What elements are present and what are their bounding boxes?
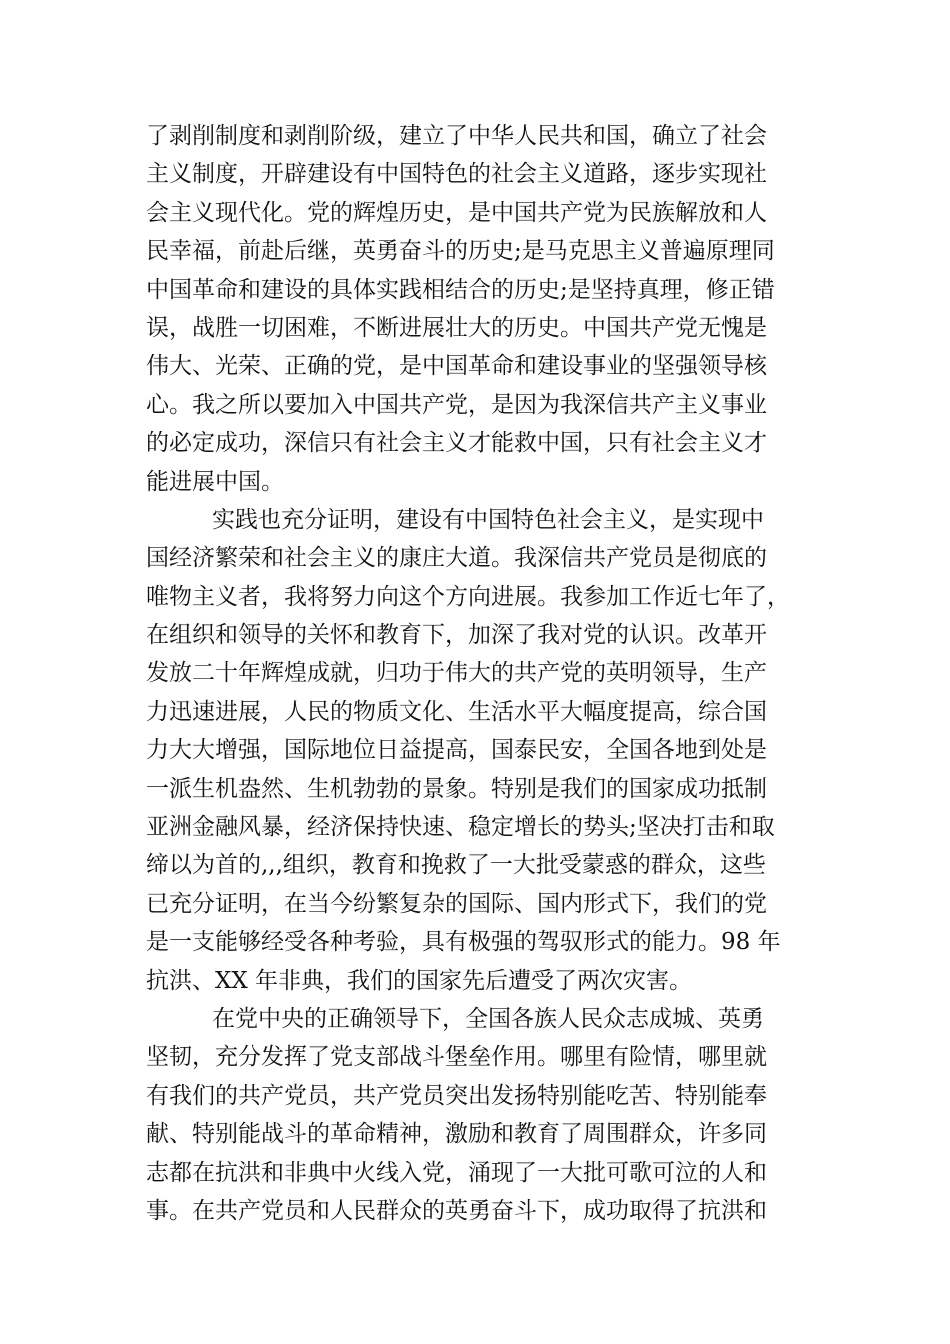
text-line: 误，战胜一切困难，不断进展壮大的历史。中国共产党无愧是	[146, 314, 767, 341]
text-line: 是一支能够经受各种考验，具有极强的驾驭形式的能力。98 年	[146, 929, 781, 956]
text-line: 献、特别能战斗的革命精神，激励和教育了周围群众，许多同	[146, 1121, 767, 1148]
text-line: 唯物主义者，我将努力向这个方向进展。我参加工作近七年了，	[146, 583, 790, 610]
text-line: 一派生机盎然、生机勃勃的景象。特别是我们的国家成功抵制	[146, 775, 767, 802]
paragraph	[146, 117, 806, 501]
text-line: 会主义现代化。党的辉煌历史，是中国共产党为民族解放和人	[146, 199, 767, 226]
text-line: 了剥削制度和剥削阶级，建立了中华人民共和国，确立了社会	[146, 123, 767, 149]
text-line: 实践也充分证明，建设有中国特色社会主义，是实现中	[212, 506, 764, 533]
text-line: 亚洲金融风暴，经济保持快速、稳定增长的势头;坚决打击和取	[146, 814, 775, 841]
text-line: 已充分证明，在当今纷繁复杂的国际、国内形式下，我们的党	[146, 890, 767, 917]
text-line: 主义制度，开辟建设有中国特色的社会主义道路，逐步实现社	[146, 161, 767, 188]
text-line: 事。在共产党员和人民群众的英勇奋斗下，成功取得了抗洪和	[146, 1197, 767, 1224]
text-line: 能进展中国。	[146, 468, 284, 495]
text-line: 民幸福，前赴后继，英勇奋斗的历史;是马克思主义普遍原理同	[146, 238, 775, 265]
paragraph	[146, 501, 806, 1000]
text-line: 力迅速进展，人民的物质文化、生活水平大幅度提高，综合国	[146, 698, 767, 725]
text-line: 志都在抗洪和非典中火线入党，涌现了一大批可歌可泣的人和	[146, 1159, 767, 1186]
text-line: 发放二十年辉煌成就，归功于伟大的共产党的英明领导，生产	[146, 660, 767, 687]
body-text	[146, 117, 806, 1230]
text-line: 的必定成功，深信只有社会主义才能救中国，只有社会主义才	[146, 430, 767, 457]
text-line: 在党中央的正确领导下，全国各族人民众志成城、英勇	[212, 1005, 764, 1032]
text-line: 力大大增强，国际地位日益提高，国泰民安，全国各地到处是	[146, 737, 767, 764]
paragraph	[146, 1000, 806, 1230]
text-line: 有我们的共产党员，共产党员突出发扬特别能吃苦、特别能奉	[146, 1082, 767, 1109]
text-line: 缔以为首的,,,组织，教育和挽救了一大批受蒙惑的群众，这些	[146, 852, 766, 879]
text-line: 中国革命和建设的具体实践相结合的历史;是坚持真理，修正错	[146, 276, 775, 303]
text-line: 国经济繁荣和社会主义的康庄大道。我深信共产党员是彻底的	[146, 545, 767, 572]
text-line: 抗洪、XX 年非典，我们的国家先后遭受了两次灾害。	[146, 967, 693, 994]
text-line: 坚韧，充分发挥了党支部战斗堡垒作用。哪里有险情，哪里就	[146, 1044, 767, 1071]
text-line: 心。我之所以要加入中国共产党，是因为我深信共产主义事业	[146, 391, 767, 418]
text-line: 伟大、光荣、正确的党，是中国革命和建设事业的坚强领导核	[146, 353, 767, 380]
text-line: 在组织和领导的关怀和教育下，加深了我对党的认识。改革开	[146, 622, 767, 649]
